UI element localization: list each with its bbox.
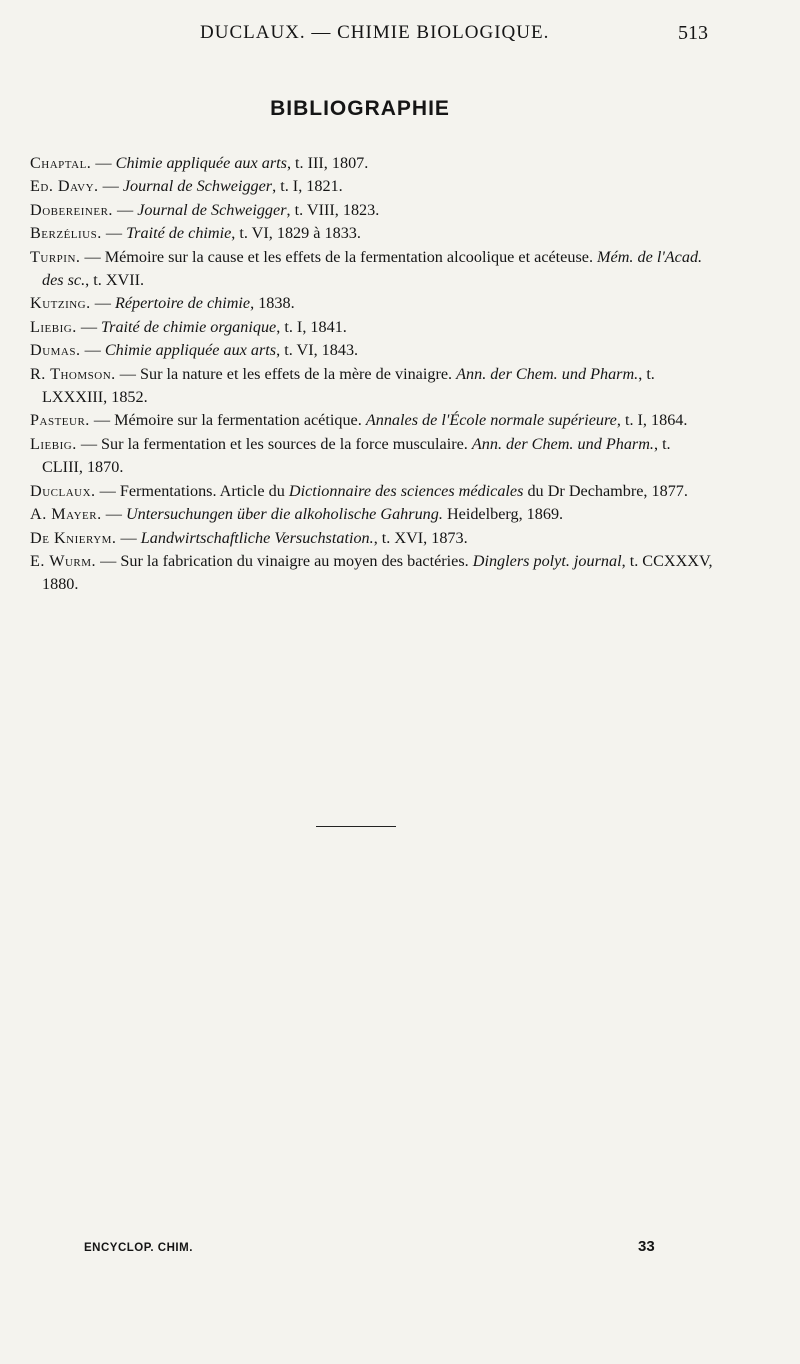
entry-text: , t. XVII. bbox=[85, 271, 145, 290]
entry-text: — Mémoire sur la cause et les effets de la fermentation alcoolique et acéteuse. bbox=[80, 247, 598, 266]
bibliography-entry bbox=[30, 292, 714, 315]
entry-text: — bbox=[76, 317, 102, 336]
entry-text: — bbox=[90, 294, 115, 313]
entry-author: Liebig. bbox=[30, 434, 77, 453]
entry-author: Chaptal. bbox=[30, 154, 92, 172]
page-number: 513 bbox=[678, 22, 708, 44]
entry-title: Répertoire de chimie bbox=[114, 294, 251, 313]
entry-title: Journal de Schweigger bbox=[137, 200, 287, 219]
bibliography-list bbox=[30, 152, 714, 597]
entry-text: — Mémoire sur la fermentation acétique. bbox=[89, 411, 366, 430]
entry-author: Turpin. bbox=[30, 247, 81, 266]
bibliography-entry bbox=[30, 246, 714, 293]
entry-title: Mém. de l'Acad. des sc. bbox=[42, 247, 703, 290]
bibliography-entry bbox=[30, 480, 714, 503]
footer-sheet-number: 33 bbox=[638, 1238, 655, 1255]
page-header bbox=[0, 22, 800, 50]
entry-text: , t. LXXXIII, 1852. bbox=[42, 364, 655, 407]
entry-title: Traité de chimie organique bbox=[101, 317, 277, 336]
entry-author: Ed. Davy. bbox=[30, 177, 99, 196]
entry-text: , 1838. bbox=[250, 294, 295, 313]
entry-title: Journal de Schweigger bbox=[122, 177, 273, 196]
entry-author: De Knierym. bbox=[30, 528, 117, 547]
bibliography-entry bbox=[30, 550, 714, 597]
bibliography-entry bbox=[30, 316, 714, 339]
bibliography-entry bbox=[30, 433, 714, 480]
entry-text: — bbox=[91, 154, 116, 172]
entry-title: Traité de chimie bbox=[126, 224, 232, 243]
entry-text: — bbox=[101, 505, 126, 524]
bibliography-entry bbox=[30, 503, 714, 526]
entry-text: — Sur la fermentation et les sources de la force musculaire. bbox=[76, 434, 472, 453]
entry-author: R. Thomson. bbox=[30, 364, 116, 383]
entry-text: , t. VI, 1829 à 1833. bbox=[231, 224, 361, 243]
entry-title: Chimie appliquée aux arts bbox=[115, 154, 287, 172]
entry-text: — Sur la fabrication du vinaigre au moyen des bactéries. bbox=[96, 551, 473, 570]
running-head: DUCLAUX. — CHIMIE BIOLOGIQUE. bbox=[200, 22, 550, 43]
entry-title: Untersuchungen über die alkoholische Gahrung. bbox=[125, 505, 443, 524]
entry-author: E. Wurm. bbox=[30, 551, 97, 570]
entry-text: , t. CCXXXV, 1880. bbox=[42, 551, 713, 594]
entry-text: — Fermentations. Article du bbox=[95, 481, 289, 500]
section-title: BIBLIOGRAPHIE bbox=[270, 97, 450, 120]
bibliography-entry bbox=[30, 527, 714, 550]
entry-text: , t. VIII, 1823. bbox=[286, 200, 380, 219]
entry-title: Dictionnaire des sciences médicales bbox=[288, 481, 524, 500]
entry-text: , t. CLIII, 1870. bbox=[42, 434, 671, 477]
entry-text: — Sur la nature et les effets de la mère de vinaigre. bbox=[115, 364, 457, 383]
entry-text: Heidelberg, 1869. bbox=[442, 505, 564, 524]
entry-author: Dumas. bbox=[30, 341, 81, 360]
entry-author: Pasteur. bbox=[30, 411, 90, 430]
bibliography-entry bbox=[30, 152, 714, 175]
bibliography-entry bbox=[30, 199, 714, 222]
entry-text: , t. III, 1807. bbox=[286, 154, 369, 172]
entry-title: Landwirtschaftliche Versuchstation. bbox=[140, 528, 374, 547]
bibliography-entry bbox=[30, 363, 714, 410]
entry-text: , t. I, 1864. bbox=[616, 411, 688, 430]
entry-text: — bbox=[116, 528, 141, 547]
bibliography-entry bbox=[30, 222, 714, 245]
entry-title: Annales de l'École normale supérieure bbox=[365, 411, 617, 430]
entry-author: Liebig. bbox=[30, 317, 77, 336]
entry-text: , t. XVI, 1873. bbox=[373, 528, 468, 547]
entry-text: — bbox=[80, 341, 105, 360]
entry-text: , t. VI, 1843. bbox=[276, 341, 359, 360]
entry-text: , t. I, 1821. bbox=[272, 177, 343, 196]
bibliography-entry bbox=[30, 339, 714, 362]
end-rule bbox=[316, 826, 396, 827]
entry-author: Dobereiner. bbox=[30, 200, 113, 219]
entry-text: — bbox=[98, 177, 123, 196]
bibliography-entry bbox=[30, 409, 714, 432]
entry-title: Dinglers polyt. journal bbox=[472, 551, 622, 570]
footer-signature: ENCYCLOP. CHIM. bbox=[84, 1242, 193, 1254]
bibliography-entry bbox=[30, 175, 714, 198]
entry-author: A. Mayer. bbox=[30, 505, 102, 524]
entry-text: du Dr Dechambre, 1877. bbox=[523, 481, 688, 500]
entry-author: Berzélius. bbox=[30, 224, 102, 243]
entry-title: Chimie appliquée aux arts bbox=[104, 341, 277, 360]
entry-text: — bbox=[112, 200, 138, 219]
entry-title: Ann. der Chem. und Pharm. bbox=[456, 364, 639, 383]
entry-text: , t. I, 1841. bbox=[276, 317, 347, 336]
entry-author: Duclaux. bbox=[30, 481, 96, 500]
entry-title: Ann. der Chem. und Pharm. bbox=[471, 434, 654, 453]
entry-author: Kutzing. bbox=[30, 294, 91, 313]
entry-text: — bbox=[101, 224, 127, 243]
